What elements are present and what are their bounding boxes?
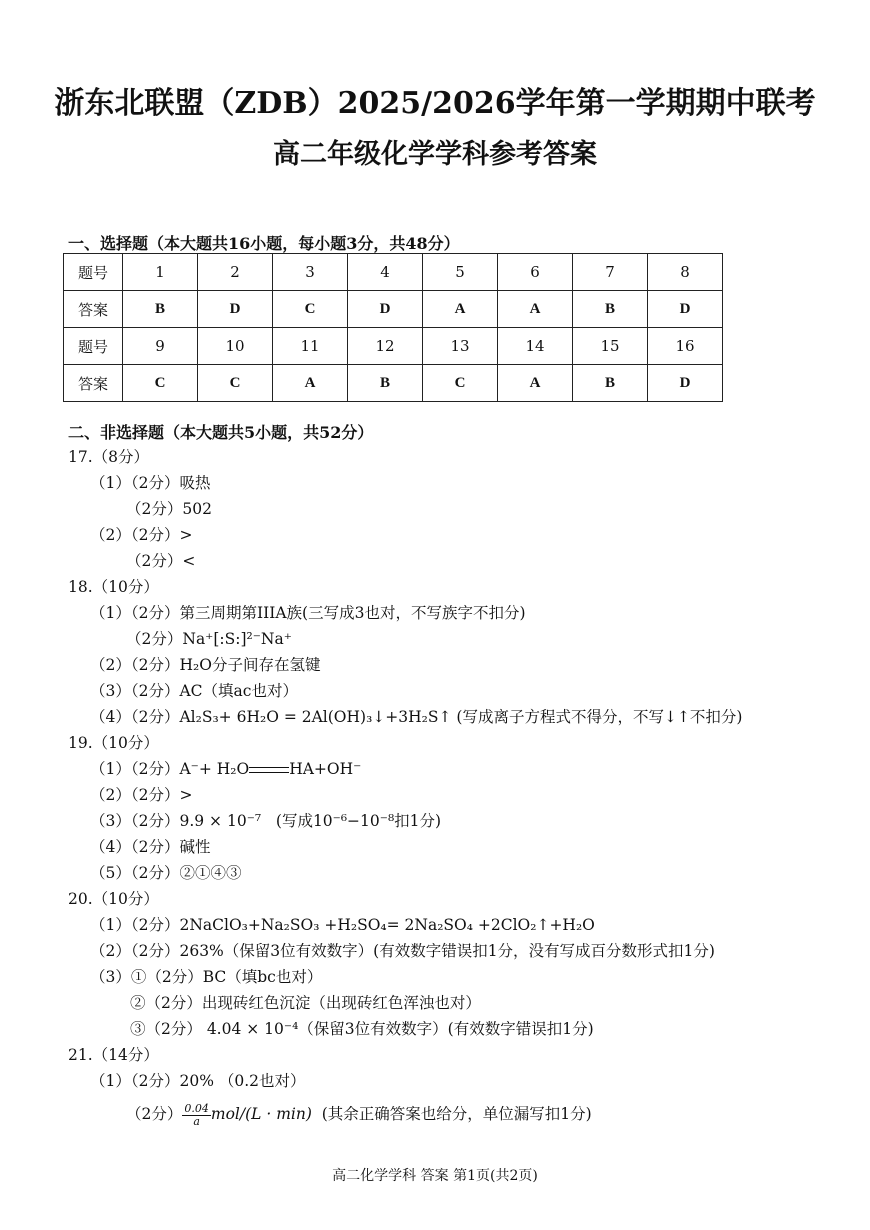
question-number: 9 (123, 328, 198, 365)
q20-answer-line: ②（2分）出现砖红色沉淀（出现砖红色浑浊也对） (130, 994, 481, 1012)
q18-answer-line: （1）（2分）第三周期第IIIA族(三写成3也对，不写族字不扣分) (90, 604, 526, 622)
points-label: ③（2分） (130, 1020, 202, 1038)
question-number: 12 (348, 328, 423, 365)
q18-heading: 18.（10分） (68, 578, 159, 596)
question-number: 8 (648, 254, 723, 291)
table-row (64, 291, 723, 328)
question-number: 14 (498, 328, 573, 365)
section2-heading: 二、非选择题（本大题共5小题，共52分） (68, 423, 374, 442)
section1-heading: 一、选择题（本大题共16小题，每小题3分，共48分） (68, 234, 460, 253)
fraction-denominator: a (193, 1114, 200, 1128)
page-title: 浙东北联盟（ZDB）2025/2026学年第一学期期中联考 (54, 86, 816, 121)
answer-cell: C (423, 365, 498, 402)
answer-value: 4.04 × 10⁻⁴ (206, 1020, 299, 1038)
answer-cell: A (273, 365, 348, 402)
points-label: （1）（2分） (90, 916, 180, 934)
row-label: 答案 (64, 291, 123, 328)
question-number: 2 (198, 254, 273, 291)
answer-cell: A (498, 365, 573, 402)
answer-cell: C (123, 365, 198, 402)
q21-answer-line (126, 1102, 592, 1128)
equation-left: A⁻+ H₂O (179, 760, 250, 778)
points-label: （2分） (126, 1105, 183, 1123)
q17-answer-line: （2分）502 (126, 500, 212, 518)
equilibrium-arrow-icon (249, 764, 289, 776)
question-number: 11 (273, 328, 348, 365)
q18-answer-line (90, 653, 320, 675)
q21-answer-line: （1）（2分）20% （0.2也对） (90, 1072, 306, 1090)
answer-table (63, 253, 723, 402)
fraction-numerator: 0.04 (184, 1101, 209, 1115)
answer-cell: C (198, 365, 273, 402)
q17-answer-line: （1）（2分）吸热 (90, 474, 211, 492)
grading-note: （保留3位有效数字）(有效数字错误扣1分) (298, 1020, 594, 1038)
chemical-equation: Al₂S₃+ 6H₂O = 2Al(OH)₃↓+3H₂S↑ (179, 708, 452, 726)
q17-answer-line: （2分）< (126, 552, 196, 570)
answer-cell: A (498, 291, 573, 328)
points-label: （1）（2分） (90, 760, 180, 778)
question-number: 15 (573, 328, 648, 365)
grading-note: (写成10⁻⁶−10⁻⁸扣1分) (275, 812, 442, 830)
answer-value: 9.9 × 10⁻⁷ (179, 812, 262, 830)
q20-answer-line (90, 913, 595, 935)
chemical-formula: H₂O (179, 656, 212, 674)
rate-fraction (182, 1103, 211, 1128)
rate-unit: mol/(L · min) (210, 1105, 312, 1123)
question-number: 1 (123, 254, 198, 291)
q19-answer-line: （2）（2分）> (90, 786, 193, 804)
answer-cell: D (198, 291, 273, 328)
q20-answer-line: （2）（2分）263%（保留3位有效数字）(有效数字错误扣1分，没有写成百分数形式扣1分) (90, 942, 715, 960)
table-row (64, 365, 723, 402)
answer-cell: D (648, 365, 723, 402)
points-label: （3）（2分） (90, 812, 180, 830)
table-row (64, 328, 723, 365)
q19-answer-line (90, 809, 441, 831)
question-number: 7 (573, 254, 648, 291)
answer-cell: D (348, 291, 423, 328)
q17-answer-line: （2）（2分）> (90, 526, 193, 544)
answer-cell: D (648, 291, 723, 328)
q18-answer-line (90, 705, 742, 727)
points-label: （2分） (126, 630, 183, 648)
question-number: 13 (423, 328, 498, 365)
question-number: 4 (348, 254, 423, 291)
q20-answer-line (130, 1017, 594, 1039)
answer-text: 分子间存在氢键 (211, 656, 321, 674)
question-number: 16 (648, 328, 723, 365)
table-row (64, 254, 723, 291)
question-number: 5 (423, 254, 498, 291)
electron-formula: Na⁺[:S:]²⁻Na⁺ (182, 630, 292, 648)
answer-cell: B (348, 365, 423, 402)
answer-cell: B (573, 365, 648, 402)
q21-heading: 21.（14分） (68, 1046, 159, 1064)
answer-cell: A (423, 291, 498, 328)
answer-cell: B (123, 291, 198, 328)
question-number: 3 (273, 254, 348, 291)
page-footer: 高二化学学科 答案 第1页(共2页) (332, 1168, 538, 1184)
question-number: 10 (198, 328, 273, 365)
answer-cell: B (573, 291, 648, 328)
q19-answer-line (90, 757, 361, 779)
row-label: 题号 (64, 328, 123, 365)
q20-answer-line: （3）①（2分）BC（填bc也对） (90, 968, 323, 986)
page-subtitle: 高二年级化学学科参考答案 (273, 139, 597, 170)
q19-heading: 19.（10分） (68, 734, 159, 752)
grading-note: (写成离子方程式不得分，不写↓↑不扣分) (456, 708, 743, 726)
question-number: 6 (498, 254, 573, 291)
q20-heading: 20.（10分） (68, 890, 159, 908)
q18-answer-line: （3）（2分）AC（填ac也对） (90, 682, 298, 700)
points-label: （4）（2分） (90, 708, 180, 726)
q19-answer-line: （4）（2分）碱性 (90, 838, 211, 856)
q17-heading: 17.（8分） (68, 448, 150, 466)
row-label: 题号 (64, 254, 123, 291)
answer-cell: C (273, 291, 348, 328)
equation-right: HA+OH⁻ (289, 760, 362, 778)
q19-answer-line: （5）（2分）②①④③ (90, 864, 242, 882)
row-label: 答案 (64, 365, 123, 402)
chemical-equation: 2NaClO₃+Na₂SO₃ +H₂SO₄= 2Na₂SO₄ +2ClO₂↑+H₂O (179, 916, 595, 934)
grading-note: (其余正确答案也给分，单位漏写扣1分) (321, 1105, 592, 1123)
points-label: （2）（2分） (90, 656, 180, 674)
q18-answer-line (126, 627, 292, 649)
